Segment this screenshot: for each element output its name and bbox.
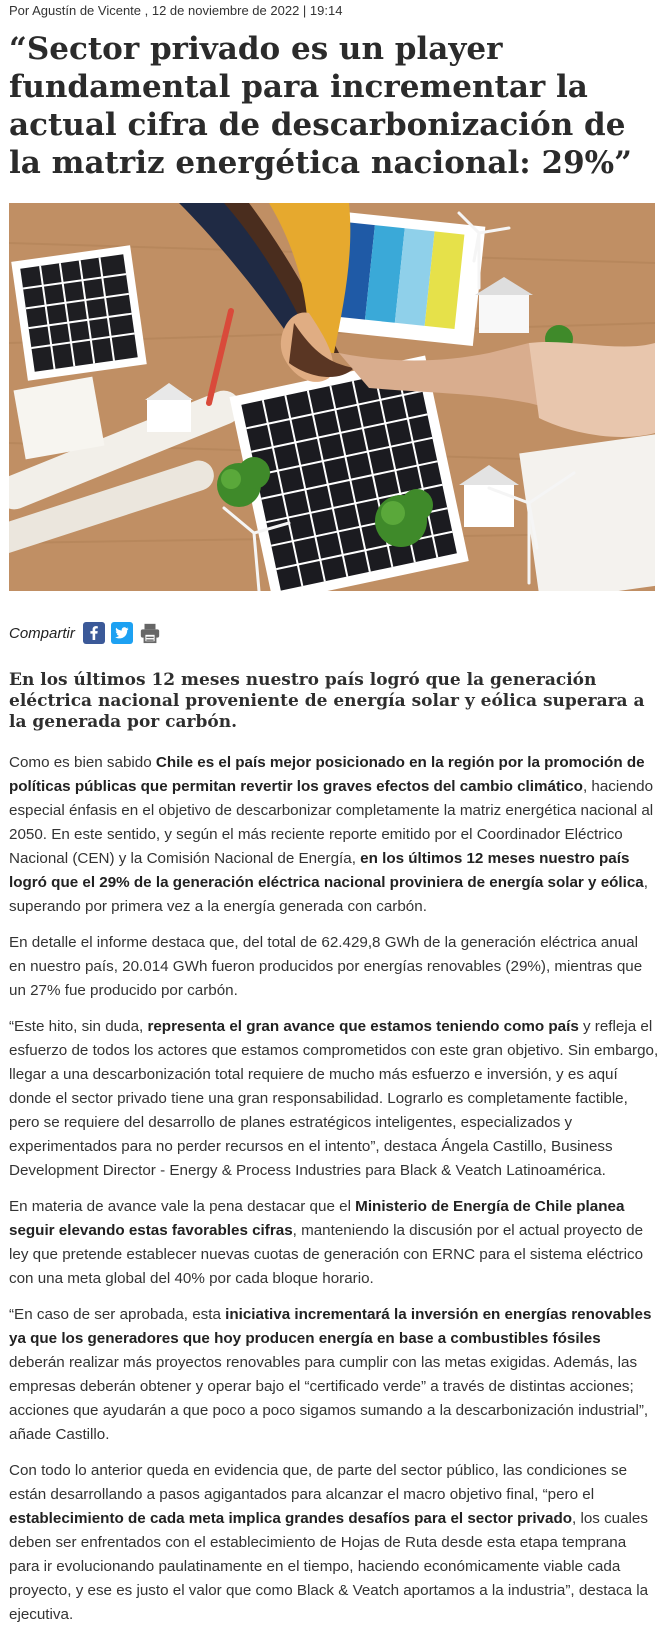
facebook-icon[interactable]	[83, 622, 105, 644]
text-run: , superando por primera vez a la energía generada con carbón.	[9, 874, 648, 915]
article-title: “Sector privado es un player fundamental para incrementar la actual cifra de descarbonización de la matriz energética nacional: 29%”	[9, 31, 632, 181]
text-run: En detalle el informe destaca que, del total de 62.429,8 GWh de la generación eléctrica anual en nuestro país, 20.014 GWh fueron producidos por energías renovables (29%), mientras que un 27% fue producido por carbón.	[9, 934, 643, 999]
twitter-icon[interactable]	[111, 622, 133, 644]
text-run: y refleja el esfuerzo de todos los actores que estamos comprometidos con este gran objetivo. Sin embargo, llegar a una descarbonización total requiere de mucho más esfuerzo e inversión, y es aquí donde el sector privado tiene una gran responsabilidad. Lograrlo es completamente factible, pero se requiere del desarrollo de planes estratégicos inteligentes, especializados y experimentados para no perder recursos en el intento”, destaca Ángela Castillo, Business Development Director - Energy & Process Industries para Black & Veatch Latinoamérica.	[9, 1018, 659, 1179]
text-run: , manteniendo la discusión por el actual proyecto de ley que pretende establecer nuevas cuotas de generación con ERNC para el sistema eléctrico con una meta global del 40% por cada bloque horario.	[9, 1222, 644, 1287]
article-lead: En los últimos 12 meses nuestro país logró que la generación eléctrica nacional proveniente de energía solar y eólica superara a la generada por carbón.	[9, 670, 645, 732]
text-run: Como es bien sabido	[9, 754, 156, 771]
text-run: “Este hito, sin duda,	[9, 1018, 148, 1035]
article-body	[9, 751, 659, 1639]
article-paragraph	[9, 1303, 659, 1447]
bold-text: representa el gran avance que estamos teniendo como país	[147, 1018, 579, 1035]
text-run: deberán realizar más proyectos renovables para cumplir con las metas exigidas. Además, las empresas deberán obtener y operar bajo el “certificado verde” a través de distintas acciones; acciones que ayudarán a que poco a poco sigamos sumando a la descarbonización industrial”, añade Castillo.	[9, 1354, 649, 1443]
text-run: “En caso de ser aprobada, esta	[9, 1306, 226, 1323]
article-paragraph	[9, 1459, 659, 1627]
share-bar	[9, 620, 161, 646]
bold-text: iniciativa incrementará la inversión en energías renovables ya que los generadores que hoy producen energía en base a combustibles fósiles	[9, 1306, 652, 1347]
text-run: En materia de avance vale la pena destacar que el	[9, 1198, 356, 1215]
bold-text: establecimiento de cada meta implica grandes desafíos para el sector privado	[9, 1510, 572, 1527]
bold-text: Chile es el país mejor posicionado en la región por la promoción de políticas públicas que permitan revertir los graves efectos del cambio climático	[9, 754, 645, 795]
text-run: Con todo lo anterior queda en evidencia que, de parte del sector público, las condiciones se están desarrollando a pasos agigantados para alcanzar el macro objetivo final, “pero el	[9, 1462, 628, 1503]
byline: Por Agustín de Vicente , 12 de noviembre de 2022 | 19:14	[9, 3, 343, 18]
article-paragraph	[9, 931, 659, 1003]
print-icon[interactable]	[139, 622, 161, 644]
share-label: Compartir	[9, 624, 75, 642]
bold-text: Ministerio de Energía de Chile planea seguir elevando estas favorables cifras	[9, 1198, 625, 1239]
article-paragraph	[9, 1195, 659, 1291]
text-run: , haciendo especial énfasis en el objetivo de descarbonizar completamente la matriz energética nacional al 2050. En este sentido, y según el más reciente reporte emitido por el Coordinador Eléctrico Nacional (CEN) y la Comisión Nacional de Energía,	[9, 778, 654, 867]
article-paragraph	[9, 751, 659, 919]
bold-text: en los últimos 12 meses nuestro país logró que el 29% de la generación eléctrica nacional proviniera de energía solar y eólica	[9, 850, 644, 891]
hero-image	[9, 203, 655, 591]
article-paragraph	[9, 1015, 659, 1183]
text-run: , los cuales deben ser enfrentados con el establecimiento de Hojas de Ruta desde esta etapa temprana para ir evolucionando paulatinamente en el tiempo, haciendo económicamente viable cada proyecto, y ese es justo el valor que como Black & Veatch aportamos a la industria”, destaca la ejecutiva.	[9, 1510, 649, 1623]
